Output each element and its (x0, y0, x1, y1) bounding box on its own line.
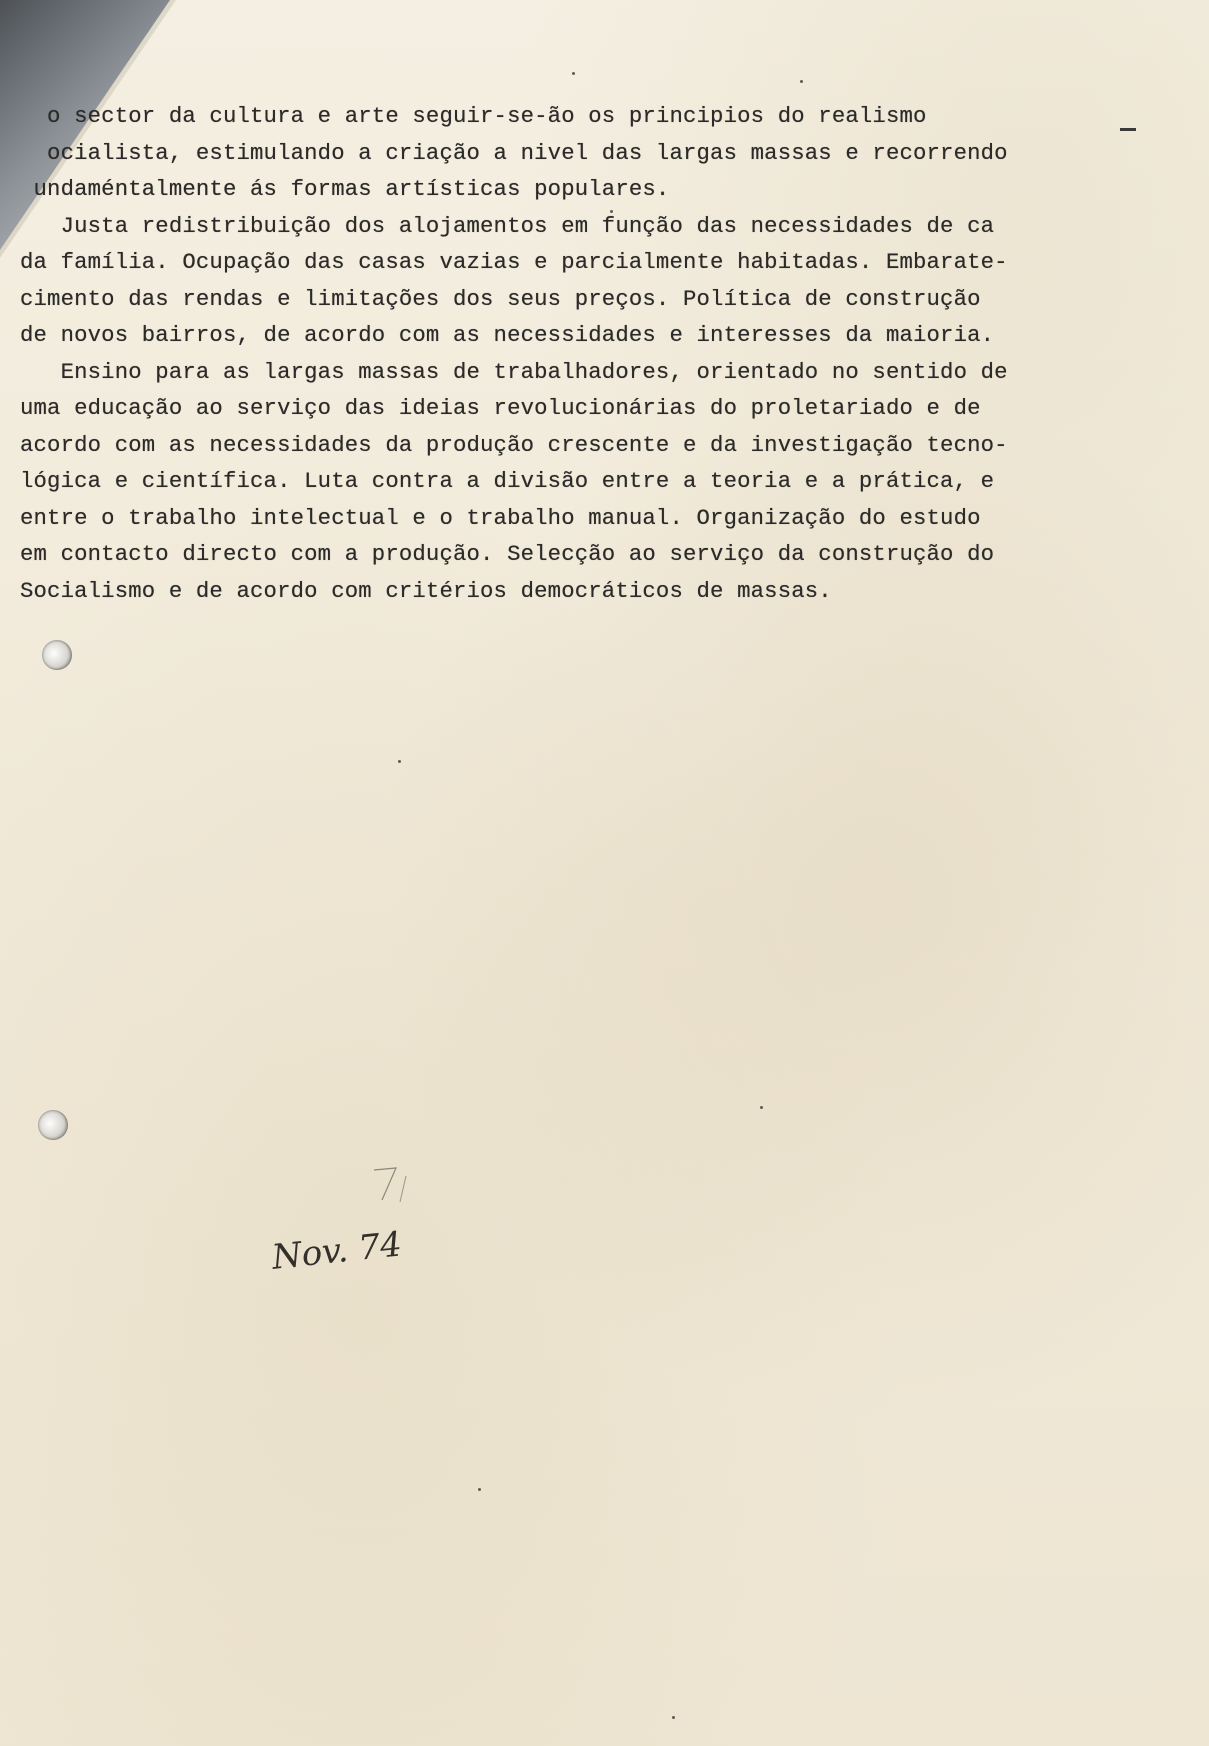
paper-speck (398, 760, 401, 763)
text-line: da família. Ocupação das casas vazias e parcialmente habitadas. Embarate- (20, 249, 1008, 275)
text-line: cimento das rendas e limitações dos seus preços. Política de construção (20, 285, 981, 312)
text-line: Ensino para as largas massas de trabalhadores, orientado no sentido de (20, 358, 1008, 385)
punch-hole-icon (42, 640, 72, 670)
text-line: em contacto directo com a produção. Selecção ao serviço da construção do (20, 541, 995, 567)
text-line: undaméntalmente ás formas artísticas populares. (20, 176, 670, 202)
text-line: acordo com as necessidades da produção crescente e da investigação tecno- (20, 431, 1008, 458)
text-line: lógica e científica. Luta contra a divisão entre a teoria e a prática, e (20, 468, 995, 494)
paper-speck (478, 1488, 481, 1491)
paper-speck (672, 1716, 675, 1719)
text-line: de novos bairros, de acordo com as necessidades e interesses da maioria. (20, 322, 995, 348)
paper-speck (760, 1106, 763, 1109)
typewritten-text (20, 98, 1150, 609)
pencil-mark-icon (372, 1166, 416, 1206)
punch-hole-icon (38, 1110, 68, 1140)
text-line: uma educação ao serviço das ideias revolucionárias do proletariado e de (20, 395, 981, 421)
text-line: entre o trabalho intelectual e o trabalho manual. Organização do estudo (20, 504, 981, 531)
text-line: ocialista, estimulando a criação a nivel das largas massas e recorrendo (20, 139, 1008, 166)
paper-speck (610, 210, 613, 213)
text-line: Socialismo e de acordo com critérios democráticos de massas. (20, 577, 832, 604)
paper-speck (800, 80, 803, 83)
paper-speck (572, 72, 575, 75)
text-line: o sector da cultura e arte seguir-se-ão os principios do realismo (20, 103, 927, 129)
text-line: Justa redistribuição dos alojamentos em função das necessidades de ca (20, 212, 995, 239)
handwritten-date: Nov. 74 (270, 1224, 404, 1278)
